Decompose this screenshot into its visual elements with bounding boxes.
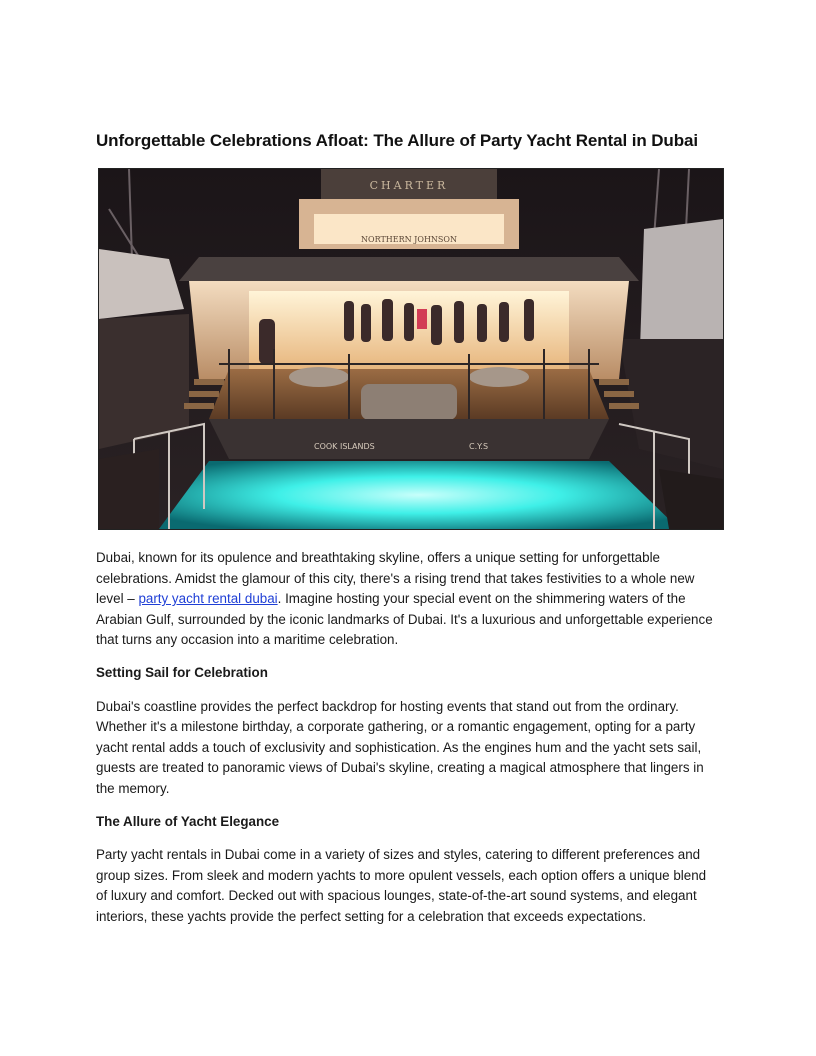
document-content [96, 128, 720, 940]
intro-text-after: . Imagine hosting your special event on the shimmering waters of the Arabian Gulf, surrounded by the iconic landmarks of Dubai. It's a luxurious and unforgettable experience that turns any occasion into a maritime celebration. [96, 591, 713, 648]
section-body-setting-sail: Dubai's coastline provides the perfect backdrop for hosting events that stand out from the ordinary. Whether it's a milestone birthday, a corporate gathering, or a romantic engagement, opting for a party yacht rental adds a touch of exclusivity and sophistication. As the engines hum and the yacht sets sail, guests are treated to panoramic views of Dubai's skyline, creating a magical atmosphere that lingers in the memory. [96, 698, 704, 796]
upper-deck-text: NORTHERN JOHNSON [361, 235, 457, 244]
section-body-yacht-elegance: Party yacht rentals in Dubai come in a variety of sizes and styles, catering to different preferences and group sizes. From sleek and modern yachts to more opulent vessels, each option offers a unique blend of luxury and comfort. Decked out with spacious lounges, state-of-the-art sound systems, and elegant interiors, these yachts provide the perfect setting for a celebration that exceeds expectations. [96, 847, 707, 924]
charter-sign: CHARTER [369, 179, 449, 192]
stern-port: C.Y.S [469, 442, 489, 451]
section-heading-setting-sail: Setting Sail for Celebration [96, 664, 268, 680]
intro-paragraph [96, 548, 720, 651]
page-title: Unforgettable Celebrations Afloat: The Allure of Party Yacht Rental in Dubai [96, 131, 698, 150]
section-heading-yacht-elegance: The Allure of Yacht Elegance [96, 813, 280, 829]
yacht-photo [98, 168, 724, 530]
party-yacht-rental-link[interactable]: party yacht rental dubai [138, 591, 278, 607]
stern-name: COOK ISLANDS [314, 442, 375, 451]
intro-text-before: Dubai, known for its opulence and breathtaking skyline, offers a unique setting for unforgettable celebrations. Amidst the glamour of this city, there's a rising trend that takes festivities to a whole new level – [96, 550, 695, 607]
